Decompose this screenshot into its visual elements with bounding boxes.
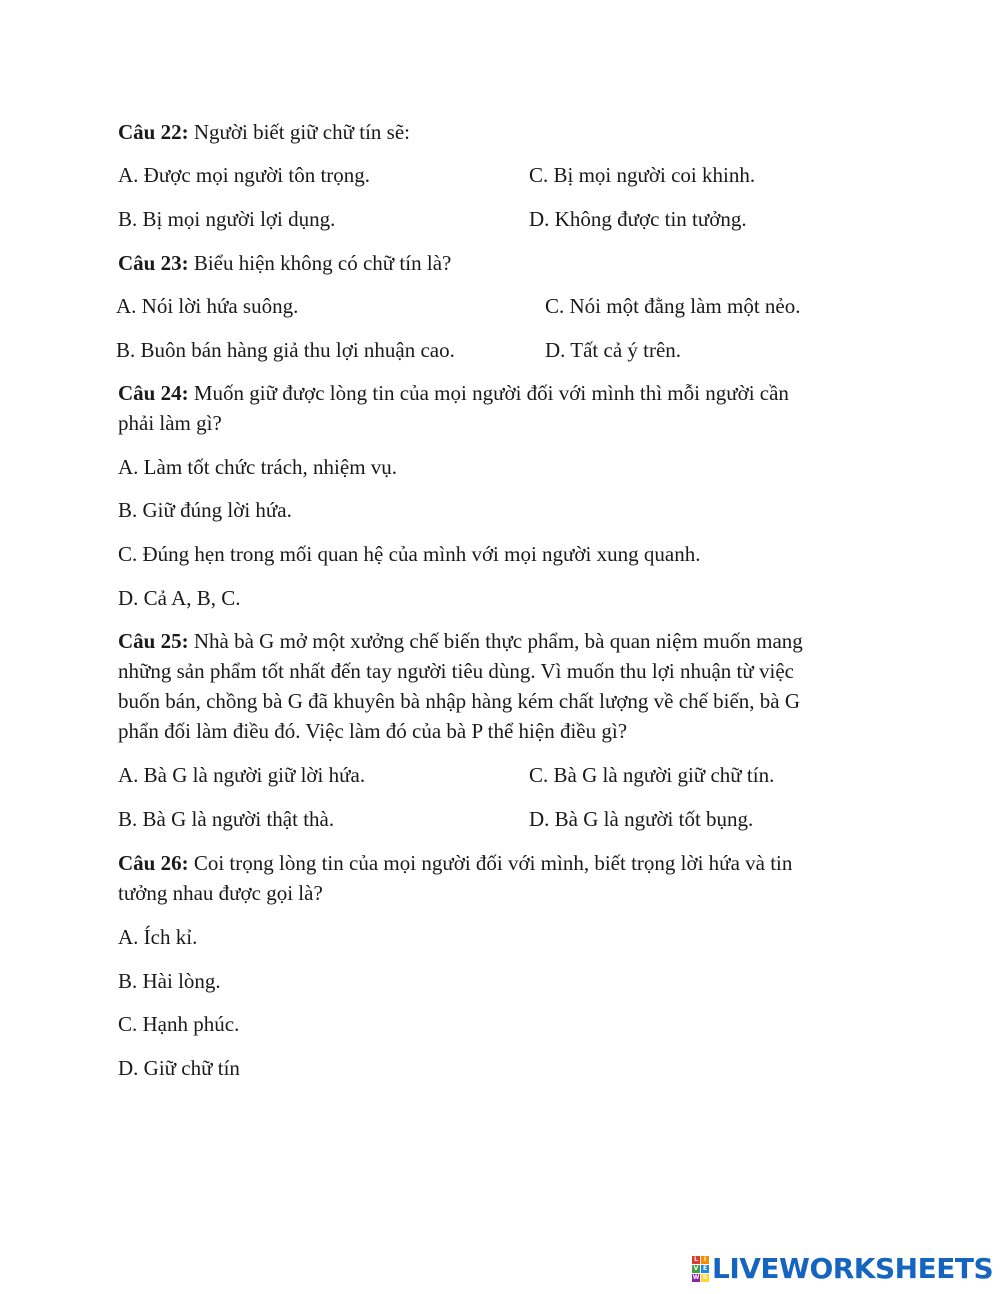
q24-option-c[interactable]: C. Đúng hẹn trong mối quan hệ của mình với mọi người xung quanh. [118,542,701,566]
logo-text: LIVEWORKSHEETS [712,1252,994,1285]
question-24-text-line1: Muốn giữ được lòng tin của mọi người đối với mình thì mỗi người cần [188,381,789,405]
q23-option-a[interactable]: A. Nói lời hứa suông. [116,294,299,318]
q26-option-b[interactable]: B. Hài lòng. [118,969,221,993]
liveworksheets-logo [692,1252,993,1286]
q25-option-b[interactable]: B. Bà G là người thật thà. [118,807,335,831]
logo-grid-icon [692,1256,709,1282]
q23-option-d[interactable]: D. Tất cả ý trên. [545,338,682,362]
q24-option-b[interactable]: B. Giữ đúng lời hứa. [118,498,292,522]
question-26-label: Câu 26: [118,851,189,875]
question-25-text-line1: Nhà bà G mở một xưởng chế biến thực phẩm, bà quan niệm muốn mang [188,629,803,653]
question-23-stem [118,248,451,278]
question-22-stem [118,117,410,147]
question-24-text-line2: phải làm gì? [118,411,222,435]
question-25-label: Câu 25: [118,629,189,653]
question-25-text-line3: buốn bán, chồng bà G đã khuyên bà nhập hàng kém chất lượng về chế biến, bà G [118,689,801,713]
q26-option-a[interactable]: A. Ích kỉ. [118,925,198,949]
q22-option-b[interactable]: B. Bị mọi người lợi dụng. [118,207,336,231]
question-22-text: Người biết giữ chữ tín sẽ: [188,120,410,144]
question-22-label: Câu 22: [118,120,189,144]
q22-option-d[interactable]: D. Không được tin tưởng. [529,207,747,231]
question-24-stem [118,378,789,408]
logo-grid-cell: E [702,1265,708,1272]
q25-option-c[interactable]: C. Bà G là người giữ chữ tín. [529,763,775,787]
question-24-label: Câu 24: [118,381,189,405]
q23-option-b[interactable]: B. Buôn bán hàng giả thu lợi nhuận cao. [116,338,455,362]
logo-grid-cell: I [701,1256,709,1264]
q25-option-a[interactable]: A. Bà G là người giữ lời hứa. [118,763,366,787]
q22-option-c[interactable]: C. Bị mọi người coi khinh. [529,163,756,187]
logo-grid-cell: W [692,1274,700,1281]
q24-option-a[interactable]: A. Làm tốt chức trách, nhiệm vụ. [118,455,398,479]
question-23-label: Câu 23: [118,251,189,275]
q26-option-d[interactable]: D. Giữ chữ tín [118,1056,240,1080]
question-26-text-line1: Coi trọng lòng tin của mọi người đối với mình, biết trọng lời hứa và tin [188,851,793,875]
question-26-text-line2: tưởng nhau được gọi là? [118,881,323,905]
q22-option-a[interactable]: A. Được mọi người tôn trọng. [118,163,371,187]
logo-grid-cell: L [692,1256,700,1264]
question-25-text-line2: những sản phẩm tốt nhất đến tay người tiêu dùng. Vì muốn thu lợi nhuận từ việc [118,659,794,683]
q26-option-c[interactable]: C. Hạnh phúc. [118,1012,240,1036]
q25-option-d[interactable]: D. Bà G là người tốt bụng. [529,807,754,831]
question-26-stem [118,848,792,878]
question-23-text: Biểu hiện không có chữ tín là? [188,251,452,275]
q24-option-d[interactable]: D. Cả A, B, C. [118,586,241,610]
logo-grid-cell: V [693,1265,699,1272]
question-25-stem [118,626,803,656]
q23-option-c[interactable]: C. Nói một đằng làm một nẻo. [545,294,801,318]
question-25-text-line4: phẩn đối làm điều đó. Việc làm đó của bà P thể hiện điều gì? [118,719,628,743]
logo-grid-cell: S [702,1274,708,1281]
